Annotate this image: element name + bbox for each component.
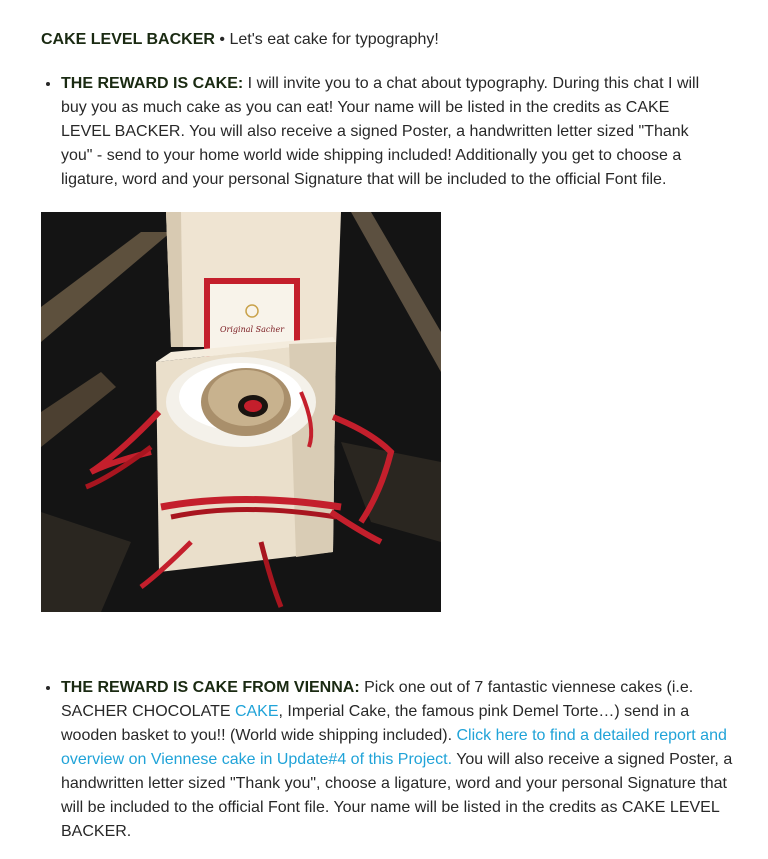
cake-level-heading	[41, 28, 721, 52]
update-report-link[interactable]: Click here to find a detailed report and overview on Viennese cake in Update#4 of this Project.	[61, 727, 727, 768]
reward-section	[41, 28, 721, 192]
reward-vienna-label: THE REWARD IS CAKE FROM VIENNA:	[61, 679, 360, 696]
heading-separator: •	[214, 31, 230, 48]
cake-box-illustration	[41, 212, 441, 612]
card-script-text: Original Sacher	[219, 325, 285, 334]
reward-cake-label: THE REWARD IS CAKE:	[61, 75, 244, 92]
reward-list-2	[41, 676, 741, 844]
reward-vienna-text-c: You will also receive a signed Poster, a handwritten letter sized "Thank you", choose a ligature, word and your personal Signature that will be included to the official Font file. Your name will be listed in the credits as CAKE LEVEL BACKER.	[61, 751, 733, 840]
reward-vienna-text-a: Pick one out of 7 fantastic viennese cakes (i.e. SACHER CHOCOLATE	[61, 679, 694, 720]
cake-box-photo	[41, 212, 441, 612]
backer-level-tagline: Let's eat cake for typography!	[229, 31, 439, 48]
cake-link[interactable]: CAKE	[234, 703, 279, 720]
backer-level-title: CAKE LEVEL BACKER	[41, 31, 215, 48]
list-item-reward-cake	[61, 72, 721, 192]
reward-vienna-text-b: , Imperial Cake, the famous pink Demel Torte…) send in a wooden basket to you!! (World wide shipping included).	[61, 703, 690, 744]
reward-list-1	[41, 72, 721, 192]
list-item-reward-vienna	[61, 676, 741, 844]
reward-cake-description: I will invite you to a chat about typography. During this chat I will buy you as much cake as you can eat! Your name will be listed in the credits as CAKE LEVEL BACKER. You will also receive a signed Poster, a handwritten letter sized "Thank you" - send to your home world wide shipping included! Additionally you get to choose a ligature, word and your personal Signature that will be included to the official Font file.	[61, 75, 700, 188]
